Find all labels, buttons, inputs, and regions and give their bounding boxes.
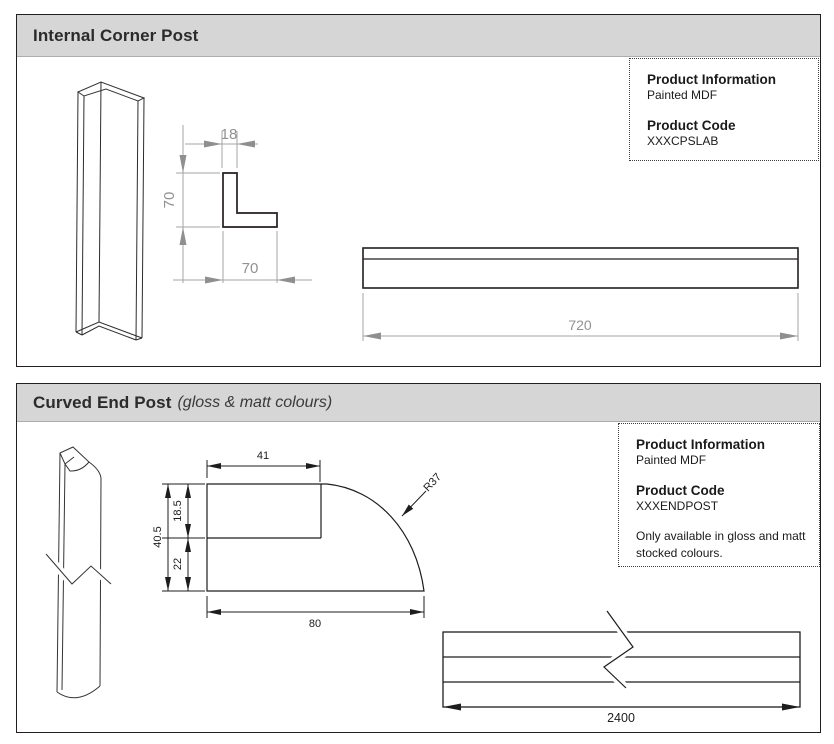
product-code: XXXCPSLAB — [647, 133, 719, 148]
product-code: XXXENDPOST — [636, 498, 719, 513]
panel2-title-suffix: (gloss & matt colours) — [177, 393, 333, 411]
dimension-22 — [172, 538, 191, 591]
dimension-2400 — [443, 704, 800, 726]
dim-label-41: 41 — [256, 450, 270, 462]
product-information-heading: Product Information — [636, 437, 765, 452]
corner-post-elevation — [363, 248, 798, 288]
curved-post-3d-view — [46, 447, 111, 698]
curved-post-section-view — [207, 484, 424, 591]
product-code-heading: Product Code — [636, 483, 725, 499]
dimension-80 — [207, 596, 424, 630]
dim-label-40-5: 40.5 — [152, 526, 164, 548]
curved-post-elevation — [443, 611, 800, 707]
dimension-r37 — [402, 471, 444, 516]
dim-label-18-5: 18.5 — [172, 500, 184, 522]
dimension-720 — [363, 293, 798, 341]
product-material: Painted MDF — [636, 452, 707, 467]
dimension-18 — [185, 126, 258, 168]
product-information-heading: Product Information — [647, 72, 776, 87]
corner-post-3d-view — [76, 82, 144, 340]
product-material: Painted MDF — [647, 87, 718, 102]
dim-label-r37: R37 — [421, 471, 444, 495]
dimension-41 — [207, 450, 320, 482]
dim-label-720: 720 — [568, 317, 592, 333]
availability-note: Only available in gloss and matt stocked colours. — [636, 529, 806, 560]
dim-label-18: 18 — [220, 126, 238, 143]
panel1-title: Internal Corner Post — [33, 25, 199, 45]
dim-label-70-width: 70 — [241, 260, 259, 277]
dim-label-22: 22 — [172, 557, 184, 571]
dimension-40-5 — [152, 484, 171, 591]
dimension-70-height — [161, 125, 220, 283]
dim-label-2400: 2400 — [607, 711, 635, 725]
panel2-info-box — [618, 423, 820, 567]
dim-label-80: 80 — [308, 618, 322, 630]
panel2-title: Curved End Post — [33, 392, 172, 412]
dim-label-70-height: 70 — [161, 191, 178, 209]
panel1-info-box — [629, 58, 819, 161]
dimension-18-5 — [172, 484, 191, 538]
corner-post-section-view — [223, 173, 277, 227]
dimension-70-width — [173, 231, 312, 284]
product-code-heading: Product Code — [647, 118, 736, 134]
